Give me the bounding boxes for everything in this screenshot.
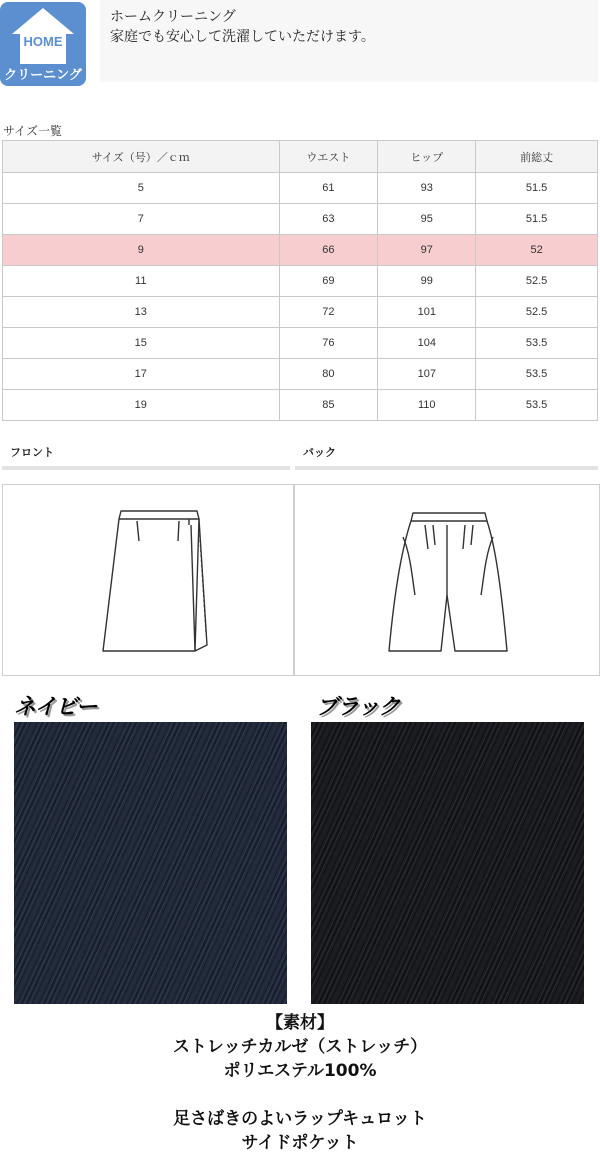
material-composition: ポリエステル100% (223, 1061, 377, 1081)
navy-fabric-swatch (14, 722, 287, 1004)
divider (2, 466, 290, 470)
table-cell: 99 (378, 266, 476, 297)
front-view-label: フロント (10, 446, 54, 459)
table-cell: 76 (279, 328, 378, 359)
table-cell: 63 (279, 204, 378, 235)
size-table-caption: サイズ一覧 (3, 124, 63, 138)
column-header: 前総丈 (476, 141, 598, 173)
table-cell: 17 (3, 359, 280, 390)
black-fabric-swatch (311, 722, 584, 1004)
column-header: ヒップ (378, 141, 476, 173)
table-cell: 97 (378, 235, 476, 266)
home-cleaning-badge (0, 2, 86, 86)
column-header: ウエスト (279, 141, 378, 173)
table-row-highlighted (3, 235, 598, 266)
table-cell: 66 (279, 235, 378, 266)
table-cell: 52.5 (476, 266, 598, 297)
badge-cleaning-text: クリーニング (4, 68, 82, 83)
table-cell: 101 (378, 297, 476, 328)
table-cell: 93 (378, 173, 476, 204)
table-cell: 85 (279, 390, 378, 421)
black-color-label: ブラック (316, 695, 400, 720)
table-cell: 51.5 (476, 173, 598, 204)
table-cell: 53.5 (476, 359, 598, 390)
table-cell: 61 (279, 173, 378, 204)
table-cell: 52 (476, 235, 598, 266)
table-cell: 104 (378, 328, 476, 359)
material-heading: 【素材】 (266, 1013, 334, 1033)
table-row (3, 359, 598, 390)
divider (295, 466, 598, 470)
culotte-front-drawing (3, 485, 293, 675)
table-cell: 5 (3, 173, 280, 204)
material-fabric: ストレッチカルゼ（ストレッチ） (172, 1037, 428, 1057)
table-cell: 15 (3, 328, 280, 359)
product-feature: 足さばきのよいラップキュロット (173, 1109, 427, 1129)
back-view-label: バック (303, 446, 336, 459)
table-header-row (3, 141, 598, 173)
table-cell: 51.5 (476, 204, 598, 235)
size-table (2, 140, 598, 421)
table-cell: 107 (378, 359, 476, 390)
table-row (3, 328, 598, 359)
header-subtitle: 家庭でも安心して洗濯していただけます。 (110, 29, 375, 45)
column-header: サイズ（号）／ｃｍ (3, 141, 280, 173)
header-title: ホームクリーニング (110, 9, 236, 25)
table-cell: 13 (3, 297, 280, 328)
table-cell: 95 (378, 204, 476, 235)
front-illustration (2, 484, 294, 676)
table-cell: 80 (279, 359, 378, 390)
product-pocket: サイドポケット (241, 1133, 359, 1153)
table-cell: 19 (3, 390, 280, 421)
table-row (3, 297, 598, 328)
table-row (3, 173, 598, 204)
navy-color-label: ネイビー (14, 695, 97, 720)
table-cell: 69 (279, 266, 378, 297)
table-cell: 53.5 (476, 390, 598, 421)
badge-home-text: HOME (23, 34, 63, 49)
table-cell: 72 (279, 297, 378, 328)
culotte-back-drawing (295, 485, 599, 675)
table-cell: 53.5 (476, 328, 598, 359)
table-row (3, 204, 598, 235)
table-cell: 7 (3, 204, 280, 235)
table-row (3, 390, 598, 421)
table-cell: 52.5 (476, 297, 598, 328)
table-cell: 11 (3, 266, 280, 297)
table-row (3, 266, 598, 297)
table-cell: 9 (3, 235, 280, 266)
back-illustration (294, 484, 600, 676)
table-cell: 110 (378, 390, 476, 421)
